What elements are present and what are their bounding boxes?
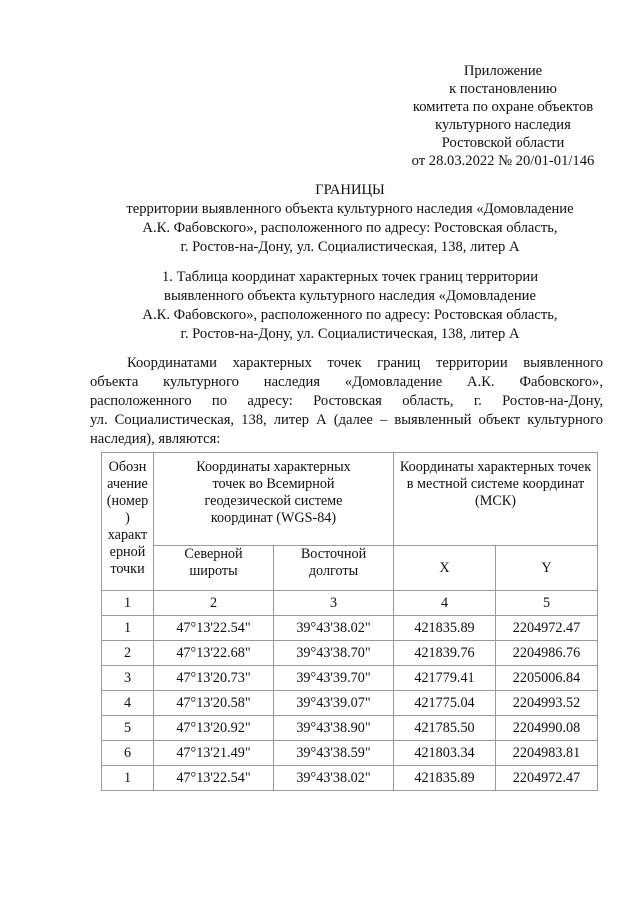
appendix-line: Приложение <box>463 63 543 79</box>
title-line: территории выявленного объекта культурного наследия «Домовладение <box>126 201 574 217</box>
table-caption <box>60 268 640 344</box>
paragraph-line: Координатами характерных точек границ территории выявленного <box>127 355 603 371</box>
paragraph-line: объекта культурного наследия «Домовладение А.К. Фабовского», <box>90 374 603 390</box>
title-line: г. Ростов-на-Дону, ул. Социалистическая, 138, литер А <box>180 239 520 255</box>
appendix-line: от 28.03.2022 № 20/01-01/146 <box>411 153 595 169</box>
point-number: 1 <box>102 766 154 791</box>
column-number: 3 <box>274 591 394 616</box>
caption-line: 1. Таблица координат характерных точек границ территории <box>161 269 539 285</box>
x-cell: 421835.89 <box>394 766 496 791</box>
latitude-cell: 47°13'20.92" <box>154 716 274 741</box>
appendix-line: комитета по охране объектов <box>412 99 594 115</box>
caption-line: выявленного объекта культурного наследия «Домовладение <box>164 288 536 304</box>
caption-line: А.К. Фабовского», расположенного по адресу: Ростовская область, <box>142 307 558 323</box>
paragraph-line: наследия), являются: <box>90 431 221 447</box>
y-cell: 2204993.52 <box>496 691 598 716</box>
table-row <box>102 641 598 666</box>
x-cell: 421803.34 <box>394 741 496 766</box>
point-number: 4 <box>102 691 154 716</box>
x-cell: 421779.41 <box>394 666 496 691</box>
appendix-line: Ростовской области <box>441 135 565 151</box>
point-designation-header: Обозн ачение (номер ) характ ерной точки <box>102 453 154 591</box>
north-latitude-header: Северной широты <box>154 546 274 591</box>
y-header: Y <box>496 546 598 591</box>
y-cell: 2204990.08 <box>496 716 598 741</box>
latitude-cell: 47°13'22.68" <box>154 641 274 666</box>
caption-line: г. Ростов-на-Дону, ул. Социалистическая, 138, литер А <box>180 326 520 342</box>
latitude-cell: 47°13'22.54" <box>154 616 274 641</box>
east-longitude-header: Восточной долготы <box>274 546 394 591</box>
table-row <box>102 766 598 791</box>
msk-header: Координаты характерных точек в местной системе координат (МСК) <box>394 453 598 546</box>
y-cell: 2204972.47 <box>496 616 598 641</box>
table-header-row <box>102 453 598 546</box>
table-row <box>102 741 598 766</box>
intro-paragraph <box>90 354 603 449</box>
point-number: 5 <box>102 716 154 741</box>
latitude-cell: 47°13'21.49" <box>154 741 274 766</box>
point-number: 6 <box>102 741 154 766</box>
table-row <box>102 691 598 716</box>
latitude-cell: 47°13'20.58" <box>154 691 274 716</box>
paragraph-line: расположенного по адресу: Ростовская область, г. Ростов-на-Дону, <box>90 393 603 409</box>
longitude-cell: 39°43'38.02" <box>274 616 394 641</box>
paragraph-line: ул. Социалистическая, 138, литер А (далее – выявленный объект культурного <box>90 412 603 428</box>
longitude-cell: 39°43'38.59" <box>274 741 394 766</box>
point-number: 2 <box>102 641 154 666</box>
column-number-row <box>102 591 598 616</box>
longitude-cell: 39°43'39.70" <box>274 666 394 691</box>
table-row <box>102 716 598 741</box>
x-header: X <box>394 546 496 591</box>
x-cell: 421775.04 <box>394 691 496 716</box>
column-number: 1 <box>102 591 154 616</box>
column-number: 2 <box>154 591 274 616</box>
appendix-header <box>384 62 622 170</box>
appendix-line: культурного наследия <box>435 117 571 133</box>
y-cell: 2205006.84 <box>496 666 598 691</box>
longitude-cell: 39°43'38.90" <box>274 716 394 741</box>
point-number: 1 <box>102 616 154 641</box>
longitude-cell: 39°43'39.07" <box>274 691 394 716</box>
document-title <box>60 181 640 257</box>
y-cell: 2204972.47 <box>496 766 598 791</box>
x-cell: 421835.89 <box>394 616 496 641</box>
column-number: 4 <box>394 591 496 616</box>
point-number: 3 <box>102 666 154 691</box>
longitude-cell: 39°43'38.02" <box>274 766 394 791</box>
table-row <box>102 616 598 641</box>
latitude-cell: 47°13'22.54" <box>154 766 274 791</box>
coordinates-table <box>101 452 598 791</box>
title-line: А.К. Фабовского», расположенного по адресу: Ростовская область, <box>142 220 558 236</box>
wgs84-header: Координаты характерных точек во Всемирной геодезической системе координат (WGS-84) <box>154 453 394 546</box>
longitude-cell: 39°43'38.70" <box>274 641 394 666</box>
title-heading: ГРАНИЦЫ <box>315 182 385 198</box>
table-row <box>102 666 598 691</box>
x-cell: 421785.50 <box>394 716 496 741</box>
x-cell: 421839.76 <box>394 641 496 666</box>
column-number: 5 <box>496 591 598 616</box>
y-cell: 2204983.81 <box>496 741 598 766</box>
table-subheader-row <box>102 546 598 591</box>
y-cell: 2204986.76 <box>496 641 598 666</box>
appendix-line: к постановлению <box>449 81 557 97</box>
latitude-cell: 47°13'20.73" <box>154 666 274 691</box>
